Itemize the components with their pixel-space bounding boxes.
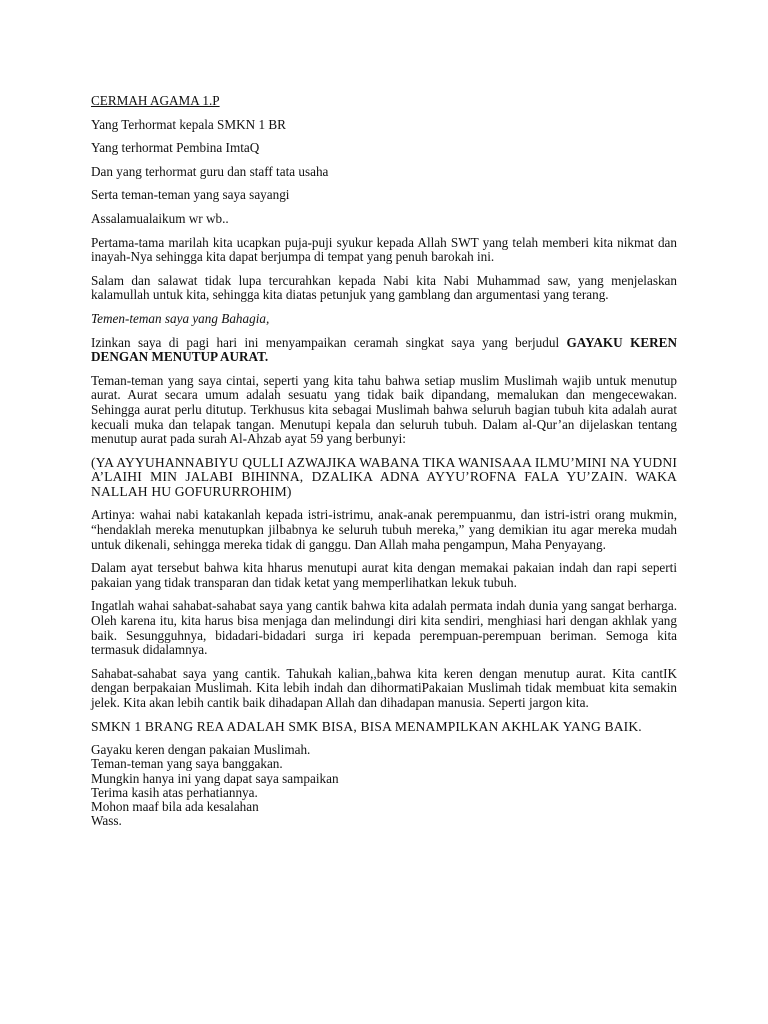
paragraph-sahabat: Sahabat-sahabat saya yang cantik. Tahukah kalian,,bahwa kita keren dengan menutup aurat. Kita cantIK dengan berpakaian Muslimah. Kita lebih indah dan dihormatiPakaian Muslimah tidak membuat kita semakin jelek. Kita akan lebih cantik baik dihadapan Allah dan dihadapan manusia. Seperti jargon kita. [91, 665, 677, 710]
closing-line: Gayaku keren dengan pakaian Muslimah. [91, 742, 311, 758]
closing-line: Wass. [91, 813, 122, 829]
greeting-line: Dan yang terhormat guru dan staff tata usaha [91, 163, 329, 179]
closing-line: Mohon maaf bila ada kesalahan [91, 799, 259, 814]
sermon-topic: GAYAKU KEREN DENGAN MENUTUP AURAT. [91, 334, 678, 365]
paragraph-intro [91, 336, 677, 365]
closing-line: Terima kasih atas perhatiannya. [91, 784, 258, 800]
greeting-line: Serta teman-teman yang saya sayangi [91, 187, 290, 203]
greeting-line: Yang Terhormat kepala SMKN 1 BR [91, 116, 286, 132]
paragraph-jargon: SMKN 1 BRANG REA ADALAH SMK BISA, BISA MENAMPILKAN AKHLAK YANG BAIK. [91, 718, 642, 734]
document-page [91, 94, 677, 828]
paragraph-meaning: Artinya: wahai nabi katakanlah kepada istri-istrimu, anak-anak perempuanmu, dan istri-istri orang mukmin, “hendaklah mereka menutupkan jilbabnya ke seluruh tubuh mereka,” yang demikian itu agar mereka mudah untuk dikenali, sehingga mereka tidak di ganggu. Dan Allah maha pengampun, Maha Penyayang. [91, 507, 677, 552]
paragraph-verse: (YA AYYUHANNABIYU QULLI AZWAJIKA WABANA TIKA WANISAAA ILMU’MINI NA YUDNI A’LAIHI MIN JALABI BIHINNA, DZALIKA ADNA AYYU’ROFNA FALA YU’ZAIN. WAKA NALLAH HU GOFURURROHIM) [91, 454, 677, 499]
paragraph-opening: Pertama-tama marilah kita ucapkan puja-puji syukur kepada Allah SWT yang telah memberi kita nikmat dan inayah-Nya sehingga kita dapat berjumpa di tempat yang penuh barokah ini. [91, 234, 677, 265]
greeting-line: Yang terhormat Pembina ImtaQ [91, 140, 260, 156]
paragraph-permata: Ingatlah wahai sahabat-sahabat saya yang cantik bahwa kita adalah permata indah dunia yang sangat berharga. Oleh karena itu, kita harus bisa menjaga dan melindungi diri kita sendiri, menghiasi hari dengan akhlak yang baik. Sesungguhnya, bidadari-bidadari surga iri kepada perempuan-perempuan beriman. Semoga kita termasuk didalamnya. [91, 598, 677, 658]
closing-line: Mungkin hanya ini yang dapat saya sampaikan [91, 770, 339, 786]
intro-text: Izinkan saya di pagi hari ini menyampaikan ceramah singkat saya yang berjudul [91, 334, 567, 350]
document-title: CERMAH AGAMA 1.P [91, 93, 220, 108]
paragraph-address: Temen-teman saya yang Bahagia, [91, 310, 270, 326]
paragraph-ayat: Dalam ayat tersebut bahwa kita hharus menutupi aurat kita dengan memakai pakaian indah dan rapi seperti pakaian yang tidak transparan dan tidak ketat yang memperlihatkan lekuk tubuh. [91, 560, 677, 590]
paragraph-aurat: Teman-teman yang saya cintai, seperti yang kita tahu bahwa setiap muslim Muslimah wajib untuk menutup aurat. Aurat secara umum adalah sesuatu yang tidak baik dipandang, memalukan dan mengecewakan. Sehingga aurat perlu ditutup. Terkhusus kita sebagai Muslimah bahwa seluruh bagian tubuh kita adalah aurat kecuali muka dan telapak tangan. Menutupi kepala dan seluruh tubuh. Dalam al-Qur’an dijelaskan tentang menutup aurat pada surah Al-Ahzab ayat 59 yang berbunyi: [91, 372, 677, 447]
closing-line: Teman-teman yang saya banggakan. [91, 756, 283, 772]
greeting-line: Assalamualaikum wr wb.. [91, 210, 229, 226]
closing-block [91, 743, 677, 828]
paragraph-salawat: Salam dan salawat tidak lupa tercurahkan kepada Nabi kita Nabi Muhammad saw, yang menjelaskan kalamullah untuk kita, sehingga kita diatas petunjuk yang gamblang dan argumentasi yang terang. [91, 272, 677, 303]
